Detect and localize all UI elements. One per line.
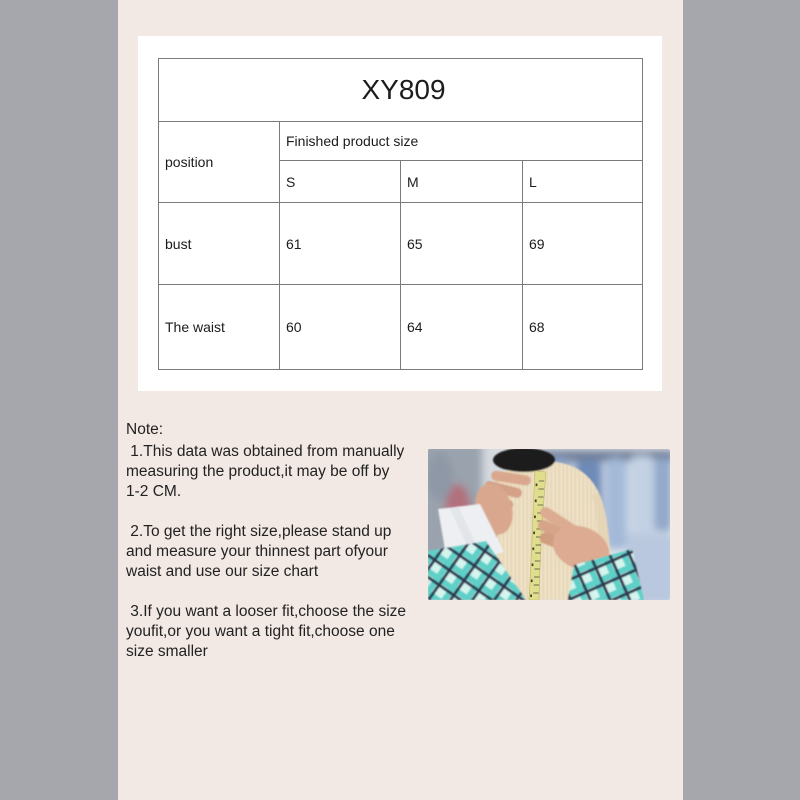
position-header-cell: position [159,122,280,203]
bust-value-m: 65 [401,203,523,285]
table-row [159,59,643,122]
note-line: 1.This data was obtained from manually [126,443,405,460]
waist-value-l: 68 [523,285,643,370]
size-header-s: S [280,161,401,203]
waist-value-m: 64 [401,285,523,370]
note-line: size smaller [126,643,208,660]
product-code-title: XY809 [159,59,643,122]
table-row [159,203,643,285]
note-line: 1-2 CM. [126,483,182,500]
note-line: 2.To get the right size,please stand up [126,523,392,540]
measuring-photo [428,449,670,600]
bust-value-l: 69 [523,203,643,285]
left-gray-panel [0,0,118,800]
note-paragraph-1 [126,442,428,502]
right-gray-panel [683,0,800,800]
group-header-cell: Finished product size [280,122,643,161]
table-row [159,122,643,161]
mannequin-neck-cap [493,449,555,472]
size-header-l: L [523,161,643,203]
row-label-bust: bust [159,203,280,285]
note-paragraph-2 [126,522,428,582]
row-label-waist: The waist [159,285,280,370]
note-line: waist and use our size chart [126,563,319,580]
bust-value-s: 61 [280,203,401,285]
size-table [158,58,643,370]
note-line: 3.If you want a looser fit,choose the size [126,603,407,620]
notes-section [126,420,428,662]
size-header-m: M [401,161,523,203]
notes-heading: Note: [126,421,164,438]
note-line: measuring the product,it may be off by [126,463,390,480]
note-paragraph-3 [126,602,428,662]
note-line: youfit,or you want a tight fit,choose one [126,623,395,640]
note-line: and measure your thinnest part ofyour [126,543,388,560]
waist-value-s: 60 [280,285,401,370]
table-row [159,285,643,370]
size-chart-card [138,36,662,391]
